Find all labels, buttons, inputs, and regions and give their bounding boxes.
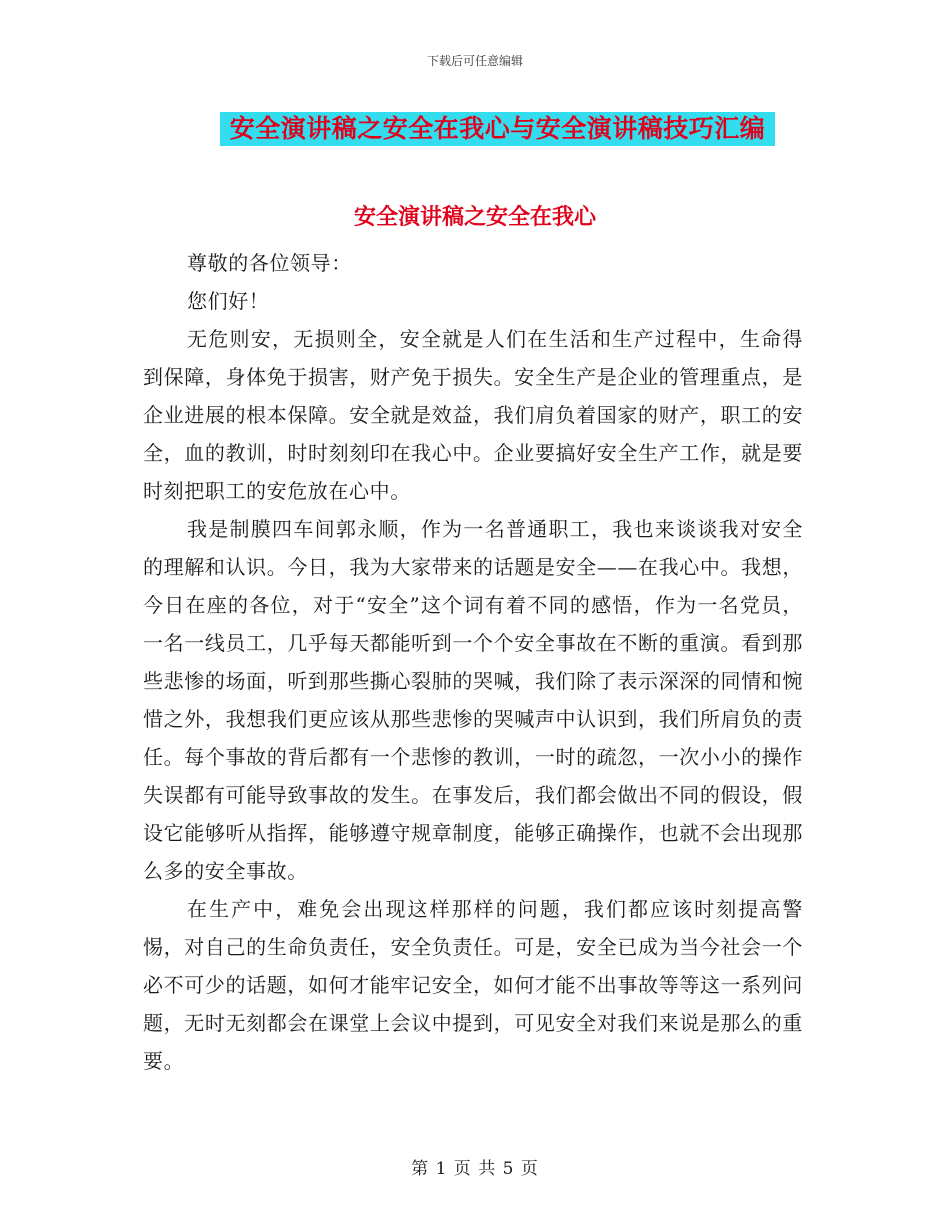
page-number-footer: 第 1 页 共 5 页: [411, 1159, 539, 1179]
greeting: 您们好！: [187, 289, 270, 313]
section-title: 安全演讲稿之安全在我心: [353, 204, 596, 230]
header-note: 下载后可任意编辑: [426, 54, 523, 68]
paragraph: 我是制膜四车间郭永顺，作为一名普通职工，我也来谈谈我对安全的理解和认识。今日，我为大家带来的话题是安全——在我心中。我想，今日在座的各位，对于“安全”这个词有着不同的感悟，作为一名党员，一名一线员工，几乎每天都能听到一个个安全事故在不断的重演。看到那些悲惨的场面，听到那些撕心裂肺的哭喊，我们除了表示深深的同情和惋惜之外，我想我们更应该从那些悲惨的哭喊声中认识到，我们所肩负的责任。每个事故的背后都有一个悲惨的教训，一时的疏忽，一次小小的操作失误都有可能导致事故的发生。在事发后，我们都会做出不同的假设，假设它能够听从指挥，能够遵守规章制度，能够正确操作，也就不会出现那么多的安全事故。: [143, 517, 803, 883]
salutation: 尊敬的各位领导：: [187, 251, 352, 275]
paragraph: 无危则安，无损则全，安全就是人们在生活和生产过程中，生命得到保障，身体免于损害，财产免于损失。安全生产是企业的管理重点，是企业进展的根本保障。安全就是效益，我们肩负着国家的财产，职工的安全，血的教训，时时刻刻印在我心中。企业要搞好安全生产工作，就是要时刻把职工的安危放在心中。: [143, 327, 803, 503]
paragraph: 在生产中，难免会出现这样那样的问题，我们都应该时刻提高警惕，对自己的生命负责任，安全负责任。可是，安全已成为当今社会一个必不可少的话题，如何才能牢记安全，如何才能不出事故等等这一系列问题，无时无刻都会在课堂上会议中提到，可见安全对我们来说是那么的重要。: [143, 897, 803, 1073]
document-title: 安全演讲稿之安全在我心与安全演讲稿技巧汇编: [220, 112, 775, 146]
body-text: [143, 244, 803, 1080]
